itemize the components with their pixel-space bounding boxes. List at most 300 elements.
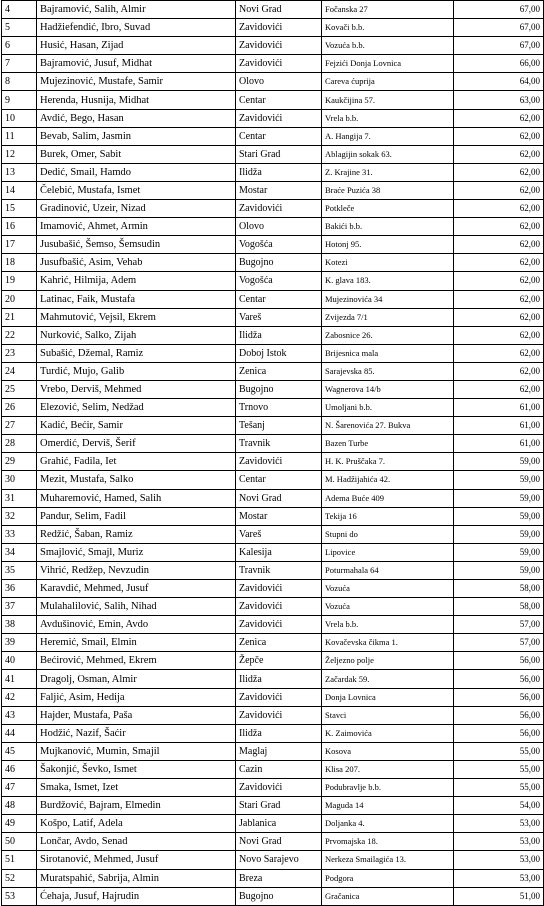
points-cell: 51,00 xyxy=(454,887,544,905)
municipality-cell: Breza xyxy=(236,869,322,887)
table-row xyxy=(2,598,544,616)
address-cell: Vozuća b.b. xyxy=(322,37,454,55)
ranking-table xyxy=(1,0,544,906)
municipality-cell: Bugojno xyxy=(236,254,322,272)
person-name-cell: Kahrić, Hilmija, Adem xyxy=(37,272,236,290)
points-cell: 67,00 xyxy=(454,37,544,55)
person-name-cell: Bevab, Salim, Jasmin xyxy=(37,127,236,145)
row-number-cell: 17 xyxy=(2,236,37,254)
address-cell: Lipovice xyxy=(322,543,454,561)
points-cell: 56,00 xyxy=(454,724,544,742)
points-cell: 66,00 xyxy=(454,55,544,73)
address-cell: Ablagijin sokak 63. xyxy=(322,145,454,163)
person-name-cell: Omerdić, Derviš, Šerif xyxy=(37,435,236,453)
person-name-cell: Muratspahić, Sabrija, Almin xyxy=(37,869,236,887)
address-cell: Doljanka 4. xyxy=(322,815,454,833)
points-cell: 61,00 xyxy=(454,435,544,453)
points-cell: 62,00 xyxy=(454,163,544,181)
table-row xyxy=(2,779,544,797)
municipality-cell: Novi Grad xyxy=(236,1,322,19)
municipality-cell: Stari Grad xyxy=(236,145,322,163)
table-row xyxy=(2,308,544,326)
row-number-cell: 25 xyxy=(2,380,37,398)
table-row xyxy=(2,218,544,236)
points-cell: 62,00 xyxy=(454,326,544,344)
row-number-cell: 43 xyxy=(2,706,37,724)
address-cell: Brijesnica mala xyxy=(322,344,454,362)
table-row xyxy=(2,272,544,290)
municipality-cell: Travnik xyxy=(236,561,322,579)
table-row xyxy=(2,399,544,417)
table-row xyxy=(2,815,544,833)
address-cell: Wagnerova 14/b xyxy=(322,380,454,398)
address-cell: Kovačevska čikma 1. xyxy=(322,634,454,652)
table-row xyxy=(2,869,544,887)
row-number-cell: 50 xyxy=(2,833,37,851)
points-cell: 55,00 xyxy=(454,742,544,760)
row-number-cell: 23 xyxy=(2,344,37,362)
points-cell: 54,00 xyxy=(454,797,544,815)
table-row xyxy=(2,561,544,579)
table-row xyxy=(2,887,544,905)
person-name-cell: Jusubašić, Šemso, Šemsudin xyxy=(37,236,236,254)
row-number-cell: 39 xyxy=(2,634,37,652)
municipality-cell: Zavidovići xyxy=(236,706,322,724)
table-row xyxy=(2,833,544,851)
municipality-cell: Tešanj xyxy=(236,417,322,435)
municipality-cell: Zavidovići xyxy=(236,37,322,55)
points-cell: 61,00 xyxy=(454,399,544,417)
municipality-cell: Olovo xyxy=(236,73,322,91)
table-body xyxy=(2,1,544,906)
row-number-cell: 24 xyxy=(2,362,37,380)
address-cell: Prvomajska 18. xyxy=(322,833,454,851)
table-row xyxy=(2,742,544,760)
row-number-cell: 4 xyxy=(2,1,37,19)
table-row xyxy=(2,344,544,362)
points-cell: 59,00 xyxy=(454,489,544,507)
address-cell: Zvijezda 7/1 xyxy=(322,308,454,326)
points-cell: 59,00 xyxy=(454,507,544,525)
person-name-cell: Herenda, Husnija, Midhat xyxy=(37,91,236,109)
table-row xyxy=(2,616,544,634)
row-number-cell: 38 xyxy=(2,616,37,634)
person-name-cell: Sirotanović, Mehmed, Jusuf xyxy=(37,851,236,869)
address-cell: Željezno polje xyxy=(322,652,454,670)
points-cell: 56,00 xyxy=(454,688,544,706)
municipality-cell: Zavidovići xyxy=(236,19,322,37)
table-row xyxy=(2,652,544,670)
points-cell: 53,00 xyxy=(454,851,544,869)
address-cell: Kosova xyxy=(322,742,454,760)
row-number-cell: 41 xyxy=(2,670,37,688)
table-row xyxy=(2,851,544,869)
municipality-cell: Maglaj xyxy=(236,742,322,760)
municipality-cell: Zavidovići xyxy=(236,55,322,73)
table-row xyxy=(2,91,544,109)
points-cell: 64,00 xyxy=(454,73,544,91)
person-name-cell: Hadžiefendić, Ibro, Suvad xyxy=(37,19,236,37)
municipality-cell: Vareš xyxy=(236,308,322,326)
row-number-cell: 26 xyxy=(2,399,37,417)
person-name-cell: Faljić, Asim, Hedija xyxy=(37,688,236,706)
points-cell: 53,00 xyxy=(454,815,544,833)
address-cell: Poturmahala 64 xyxy=(322,561,454,579)
person-name-cell: Mahmutović, Vejsil, Ekrem xyxy=(37,308,236,326)
points-cell: 67,00 xyxy=(454,1,544,19)
municipality-cell: Stari Grad xyxy=(236,797,322,815)
municipality-cell: Novi Grad xyxy=(236,833,322,851)
points-cell: 62,00 xyxy=(454,254,544,272)
municipality-cell: Mostar xyxy=(236,181,322,199)
address-cell: Fejzići Donja Lovnica xyxy=(322,55,454,73)
person-name-cell: Burek, Omer, Sabit xyxy=(37,145,236,163)
person-name-cell: Kadić, Bećir, Samir xyxy=(37,417,236,435)
points-cell: 58,00 xyxy=(454,580,544,598)
person-name-cell: Nurković, Salko, Zijah xyxy=(37,326,236,344)
municipality-cell: Zenica xyxy=(236,634,322,652)
row-number-cell: 19 xyxy=(2,272,37,290)
municipality-cell: Ilidža xyxy=(236,163,322,181)
municipality-cell: Jablanica xyxy=(236,815,322,833)
row-number-cell: 14 xyxy=(2,181,37,199)
person-name-cell: Hajder, Mustafa, Paša xyxy=(37,706,236,724)
address-cell: Stavci xyxy=(322,706,454,724)
person-name-cell: Mujkanović, Mumin, Smajil xyxy=(37,742,236,760)
municipality-cell: Zavidovići xyxy=(236,688,322,706)
municipality-cell: Ilidža xyxy=(236,670,322,688)
municipality-cell: Ilidža xyxy=(236,724,322,742)
row-number-cell: 40 xyxy=(2,652,37,670)
person-name-cell: Ćehaja, Jusuf, Hajrudin xyxy=(37,887,236,905)
address-cell: Tekija 16 xyxy=(322,507,454,525)
row-number-cell: 18 xyxy=(2,254,37,272)
row-number-cell: 46 xyxy=(2,760,37,778)
points-cell: 62,00 xyxy=(454,109,544,127)
address-cell: H. K. Pruščaka 7. xyxy=(322,453,454,471)
points-cell: 57,00 xyxy=(454,616,544,634)
person-name-cell: Redžić, Šaban, Ramiz xyxy=(37,525,236,543)
person-name-cell: Smajlović, Smajl, Muriz xyxy=(37,543,236,561)
table-row xyxy=(2,543,544,561)
municipality-cell: Zavidovići xyxy=(236,200,322,218)
address-cell: N. Šarenovića 27. Bukva xyxy=(322,417,454,435)
address-cell: Bazen Turbe xyxy=(322,435,454,453)
table-row xyxy=(2,797,544,815)
address-cell: Hotonj 95. xyxy=(322,236,454,254)
table-row xyxy=(2,181,544,199)
person-name-cell: Husić, Hasan, Zijad xyxy=(37,37,236,55)
municipality-cell: Trnovo xyxy=(236,399,322,417)
points-cell: 62,00 xyxy=(454,344,544,362)
person-name-cell: Latinac, Faik, Mustafa xyxy=(37,290,236,308)
person-name-cell: Heremić, Smail, Elmin xyxy=(37,634,236,652)
person-name-cell: Avdić, Bego, Hasan xyxy=(37,109,236,127)
person-name-cell: Grahić, Fadila, Iet xyxy=(37,453,236,471)
points-cell: 59,00 xyxy=(454,543,544,561)
table-row xyxy=(2,55,544,73)
address-cell: Klisa 207. xyxy=(322,760,454,778)
row-number-cell: 16 xyxy=(2,218,37,236)
points-cell: 62,00 xyxy=(454,200,544,218)
row-number-cell: 37 xyxy=(2,598,37,616)
row-number-cell: 20 xyxy=(2,290,37,308)
address-cell: A. Hangija 7. xyxy=(322,127,454,145)
person-name-cell: Vrebo, Derviš, Mehmed xyxy=(37,380,236,398)
row-number-cell: 7 xyxy=(2,55,37,73)
row-number-cell: 12 xyxy=(2,145,37,163)
person-name-cell: Bajramović, Jusuf, Midhat xyxy=(37,55,236,73)
points-cell: 59,00 xyxy=(454,525,544,543)
table-row xyxy=(2,1,544,19)
points-cell: 62,00 xyxy=(454,308,544,326)
points-cell: 53,00 xyxy=(454,833,544,851)
table-row xyxy=(2,290,544,308)
table-row xyxy=(2,688,544,706)
municipality-cell: Novi Grad xyxy=(236,489,322,507)
person-name-cell: Subašić, Džemal, Ramiz xyxy=(37,344,236,362)
row-number-cell: 11 xyxy=(2,127,37,145)
points-cell: 62,00 xyxy=(454,236,544,254)
person-name-cell: Imamović, Ahmet, Armin xyxy=(37,218,236,236)
row-number-cell: 34 xyxy=(2,543,37,561)
municipality-cell: Bugojno xyxy=(236,887,322,905)
municipality-cell: Žepče xyxy=(236,652,322,670)
address-cell: Gračanica xyxy=(322,887,454,905)
row-number-cell: 22 xyxy=(2,326,37,344)
row-number-cell: 21 xyxy=(2,308,37,326)
row-number-cell: 5 xyxy=(2,19,37,37)
person-name-cell: Smaka, Ismet, Izet xyxy=(37,779,236,797)
row-number-cell: 15 xyxy=(2,200,37,218)
points-cell: 67,00 xyxy=(454,19,544,37)
table-row xyxy=(2,760,544,778)
points-cell: 59,00 xyxy=(454,561,544,579)
person-name-cell: Jusufbašić, Asim, Vehab xyxy=(37,254,236,272)
row-number-cell: 42 xyxy=(2,688,37,706)
table-row xyxy=(2,435,544,453)
table-row xyxy=(2,489,544,507)
municipality-cell: Vogošća xyxy=(236,236,322,254)
row-number-cell: 28 xyxy=(2,435,37,453)
table-row xyxy=(2,109,544,127)
row-number-cell: 45 xyxy=(2,742,37,760)
municipality-cell: Zavidovići xyxy=(236,109,322,127)
table-row xyxy=(2,19,544,37)
points-cell: 62,00 xyxy=(454,272,544,290)
person-name-cell: Hodžić, Nazif, Šaćir xyxy=(37,724,236,742)
municipality-cell: Mostar xyxy=(236,507,322,525)
table-row xyxy=(2,580,544,598)
points-cell: 59,00 xyxy=(454,453,544,471)
person-name-cell: Bajramović, Salih, Almir xyxy=(37,1,236,19)
address-cell: Nerkeza Smailagića 13. xyxy=(322,851,454,869)
municipality-cell: Zenica xyxy=(236,362,322,380)
row-number-cell: 8 xyxy=(2,73,37,91)
address-cell: Potkleče xyxy=(322,200,454,218)
municipality-cell: Zavidovići xyxy=(236,779,322,797)
table-row xyxy=(2,706,544,724)
address-cell: Zabosnice 26. xyxy=(322,326,454,344)
points-cell: 53,00 xyxy=(454,869,544,887)
address-cell: Umoljani b.b. xyxy=(322,399,454,417)
row-number-cell: 36 xyxy=(2,580,37,598)
table-row xyxy=(2,471,544,489)
municipality-cell: Zavidovići xyxy=(236,453,322,471)
address-cell: Podgora xyxy=(322,869,454,887)
person-name-cell: Čelebić, Mustafa, Ismet xyxy=(37,181,236,199)
person-name-cell: Avdušinović, Emin, Avdo xyxy=(37,616,236,634)
address-cell: K. Zaimovića xyxy=(322,724,454,742)
municipality-cell: Centar xyxy=(236,290,322,308)
municipality-cell: Travnik xyxy=(236,435,322,453)
table-row xyxy=(2,362,544,380)
municipality-cell: Vogošća xyxy=(236,272,322,290)
points-cell: 56,00 xyxy=(454,706,544,724)
points-cell: 55,00 xyxy=(454,779,544,797)
person-name-cell: Gradinović, Uzeir, Nizad xyxy=(37,200,236,218)
row-number-cell: 31 xyxy=(2,489,37,507)
address-cell: Sarajevska 85. xyxy=(322,362,454,380)
person-name-cell: Elezović, Selim, Nedžad xyxy=(37,399,236,417)
table-row xyxy=(2,380,544,398)
person-name-cell: Lončar, Avdo, Senad xyxy=(37,833,236,851)
table-row xyxy=(2,145,544,163)
points-cell: 56,00 xyxy=(454,652,544,670)
municipality-cell: Vareš xyxy=(236,525,322,543)
municipality-cell: Zavidovići xyxy=(236,616,322,634)
row-number-cell: 53 xyxy=(2,887,37,905)
table-row xyxy=(2,670,544,688)
row-number-cell: 49 xyxy=(2,815,37,833)
points-cell: 62,00 xyxy=(454,290,544,308)
person-name-cell: Turdić, Mujo, Galib xyxy=(37,362,236,380)
address-cell: Z. Krajine 31. xyxy=(322,163,454,181)
municipality-cell: Ilidža xyxy=(236,326,322,344)
address-cell: Braće Puzića 38 xyxy=(322,181,454,199)
table-row xyxy=(2,417,544,435)
row-number-cell: 35 xyxy=(2,561,37,579)
address-cell: Vrela b.b. xyxy=(322,616,454,634)
address-cell: Careva ćuprija xyxy=(322,73,454,91)
municipality-cell: Bugojno xyxy=(236,380,322,398)
address-cell: Bakići b.b. xyxy=(322,218,454,236)
points-cell: 62,00 xyxy=(454,362,544,380)
person-name-cell: Dedić, Smail, Hamdo xyxy=(37,163,236,181)
table-row xyxy=(2,73,544,91)
points-cell: 63,00 xyxy=(454,91,544,109)
points-cell: 59,00 xyxy=(454,471,544,489)
municipality-cell: Novo Sarajevo xyxy=(236,851,322,869)
table-row xyxy=(2,525,544,543)
row-number-cell: 13 xyxy=(2,163,37,181)
points-cell: 61,00 xyxy=(454,417,544,435)
address-cell: Podubravlje b.b. xyxy=(322,779,454,797)
address-cell: M. Hadžijahića 42. xyxy=(322,471,454,489)
person-name-cell: Burdžović, Bajram, Elmedin xyxy=(37,797,236,815)
address-cell: Kovači b.b. xyxy=(322,19,454,37)
table-row xyxy=(2,127,544,145)
address-cell: Vozuća xyxy=(322,598,454,616)
address-cell: Fočanska 27 xyxy=(322,1,454,19)
row-number-cell: 10 xyxy=(2,109,37,127)
row-number-cell: 47 xyxy=(2,779,37,797)
municipality-cell: Doboj Istok xyxy=(236,344,322,362)
address-cell: Maguda 14 xyxy=(322,797,454,815)
table-row xyxy=(2,326,544,344)
person-name-cell: Mujezinović, Mustafe, Samir xyxy=(37,73,236,91)
table-row xyxy=(2,634,544,652)
table-row xyxy=(2,254,544,272)
person-name-cell: Košpo, Latif, Adela xyxy=(37,815,236,833)
row-number-cell: 9 xyxy=(2,91,37,109)
person-name-cell: Karavdić, Mehmed, Jusuf xyxy=(37,580,236,598)
address-cell: Vozuća xyxy=(322,580,454,598)
person-name-cell: Mulahalilović, Salih, Nihad xyxy=(37,598,236,616)
row-number-cell: 52 xyxy=(2,869,37,887)
points-cell: 55,00 xyxy=(454,760,544,778)
table-row xyxy=(2,236,544,254)
points-cell: 62,00 xyxy=(454,380,544,398)
address-cell: K. glava 183. xyxy=(322,272,454,290)
municipality-cell: Zavidovići xyxy=(236,598,322,616)
row-number-cell: 33 xyxy=(2,525,37,543)
points-cell: 62,00 xyxy=(454,127,544,145)
points-cell: 62,00 xyxy=(454,145,544,163)
table-row xyxy=(2,200,544,218)
municipality-cell: Kalesija xyxy=(236,543,322,561)
table-row xyxy=(2,453,544,471)
row-number-cell: 51 xyxy=(2,851,37,869)
address-cell: Kotezi xyxy=(322,254,454,272)
table-row xyxy=(2,37,544,55)
municipality-cell: Cazin xyxy=(236,760,322,778)
row-number-cell: 29 xyxy=(2,453,37,471)
row-number-cell: 44 xyxy=(2,724,37,742)
row-number-cell: 30 xyxy=(2,471,37,489)
points-cell: 56,00 xyxy=(454,670,544,688)
table-row xyxy=(2,724,544,742)
address-cell: Kaukčijina 57. xyxy=(322,91,454,109)
points-cell: 62,00 xyxy=(454,181,544,199)
person-name-cell: Bećirović, Mehmed, Ekrem xyxy=(37,652,236,670)
points-cell: 58,00 xyxy=(454,598,544,616)
person-name-cell: Šakonjić, Ševko, Ismet xyxy=(37,760,236,778)
person-name-cell: Muharemović, Hamed, Salih xyxy=(37,489,236,507)
table-row xyxy=(2,507,544,525)
person-name-cell: Vihrić, Redžep, Nevzudin xyxy=(37,561,236,579)
municipality-cell: Zavidovići xyxy=(236,580,322,598)
person-name-cell: Dragolj, Osman, Almir xyxy=(37,670,236,688)
row-number-cell: 32 xyxy=(2,507,37,525)
municipality-cell: Centar xyxy=(236,471,322,489)
row-number-cell: 48 xyxy=(2,797,37,815)
points-cell: 62,00 xyxy=(454,218,544,236)
address-cell: Stupni do xyxy=(322,525,454,543)
table-row xyxy=(2,163,544,181)
address-cell: Začardak 59. xyxy=(322,670,454,688)
address-cell: Donja Lovnica xyxy=(322,688,454,706)
points-cell: 57,00 xyxy=(454,634,544,652)
municipality-cell: Centar xyxy=(236,127,322,145)
row-number-cell: 6 xyxy=(2,37,37,55)
municipality-cell: Centar xyxy=(236,91,322,109)
address-cell: Adema Buće 409 xyxy=(322,489,454,507)
municipality-cell: Olovo xyxy=(236,218,322,236)
person-name-cell: Mezit, Mustafa, Salko xyxy=(37,471,236,489)
address-cell: Mujezinovića 34 xyxy=(322,290,454,308)
address-cell: Vrela b.b. xyxy=(322,109,454,127)
